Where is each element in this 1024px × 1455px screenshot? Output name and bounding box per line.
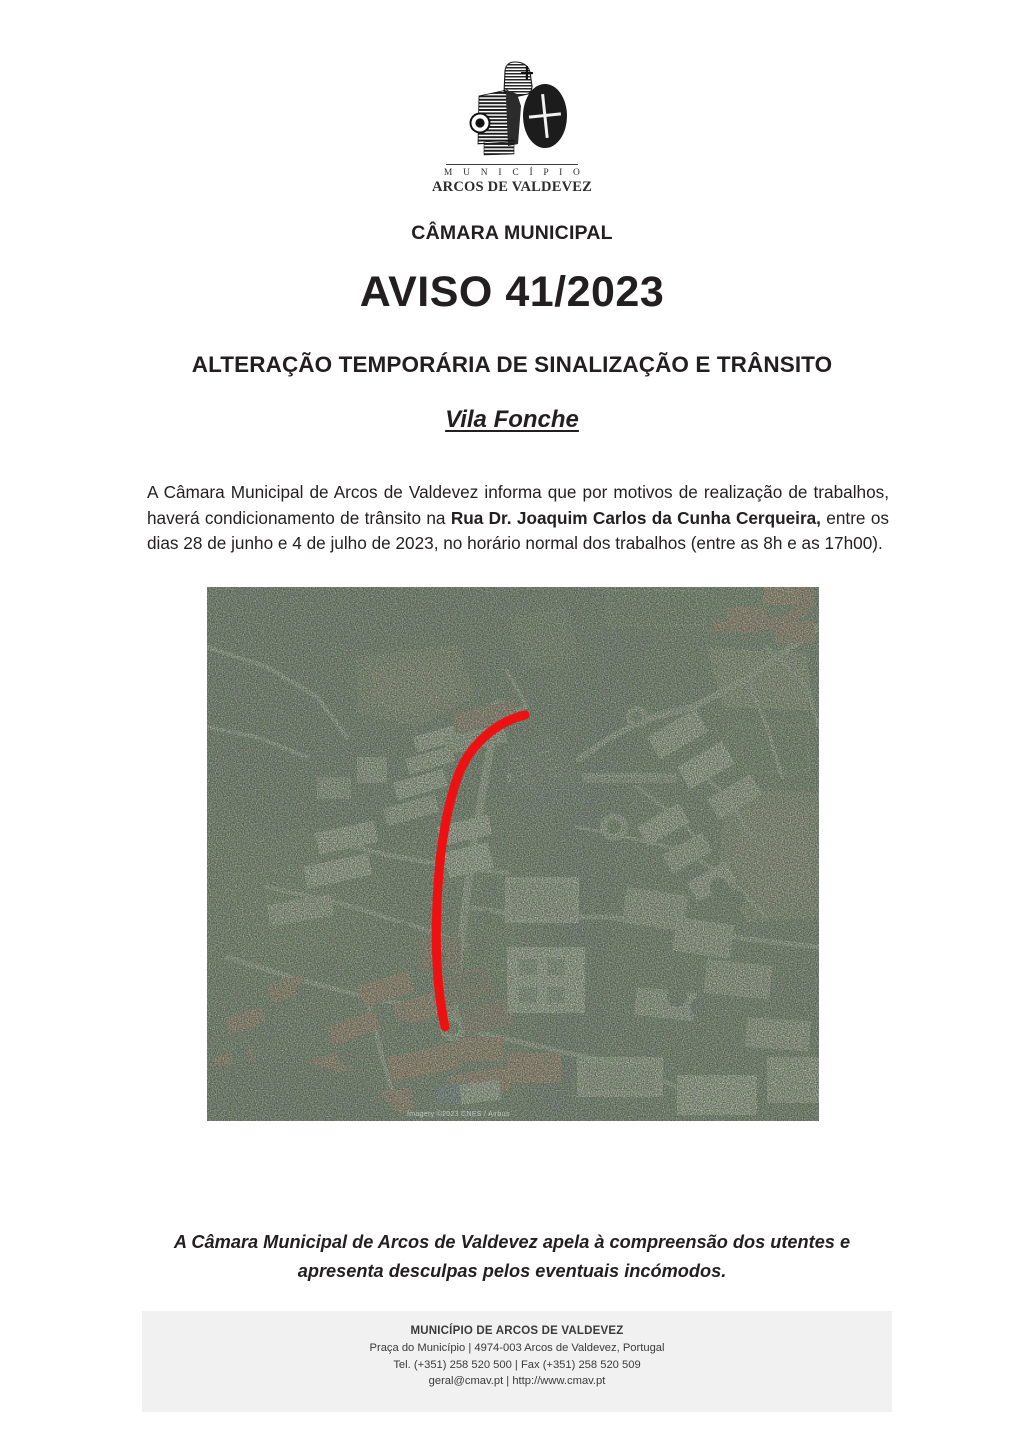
body-text-part2: entre os dias 28 de junho e 4 de julho de 2023, no horário normal dos trabalhos (entre as 8h e as 17h00). [147,507,889,554]
closing-note [140,1228,884,1286]
closing-line-1: A Câmara Municipal de Arcos de Valdevez apela à compreensão dos utentes e [173,1232,851,1252]
organization-title: CÂMARA MUNICIPAL [411,222,613,244]
logo-block [422,58,602,196]
closing-line-2: apresenta desculpas pelos eventuais incómodos. [297,1261,727,1281]
affected-street-name: Rua Dr. Joaquim Carlos da Cunha Cerqueira, [450,507,821,528]
footer-content [142,1325,892,1390]
logo-municipio-label: M U N I C Í P I O [443,168,585,178]
notice-body-paragraph [147,480,889,557]
footer [142,1311,892,1412]
satellite-map [207,587,819,1121]
footer-contact[interactable]: geral@cmav.pt | http://www.cmav.pt [428,1375,606,1387]
footer-address: Praça do Município | 4974-003 Arcos de Valdevez, Portugal [369,1342,665,1354]
logo-municipality-name: ARCOS DE VALDEVEZ [432,179,592,195]
footer-phone: Tel. (+351) 258 520 500 | Fax (+351) 258 520 509 [393,1358,641,1371]
satellite-map-image [207,587,819,1121]
page-title: AVISO 41/2023 [359,268,665,316]
map-attribution: Imagery ©2023 CNES / Airbus [407,1111,510,1118]
logo-header [0,58,1024,196]
body-text-part1: A Câmara Municipal de Arcos de Valdevez informa que por motivos de realização de trabalhos, haverá condicionamento de trânsito na [147,482,889,528]
logo-divider [446,164,578,165]
footer-municipality: MUNICÍPIO DE ARCOS DE VALDEVEZ [410,1325,624,1337]
notice-subject: ALTERAÇÃO TEMPORÁRIA DE SINALIZAÇÃO E TRÂNSITO [191,352,833,377]
arcos-de-valdevez-coat-of-arms-icon [453,58,571,162]
notice-location: Vila Fonche [445,406,579,433]
